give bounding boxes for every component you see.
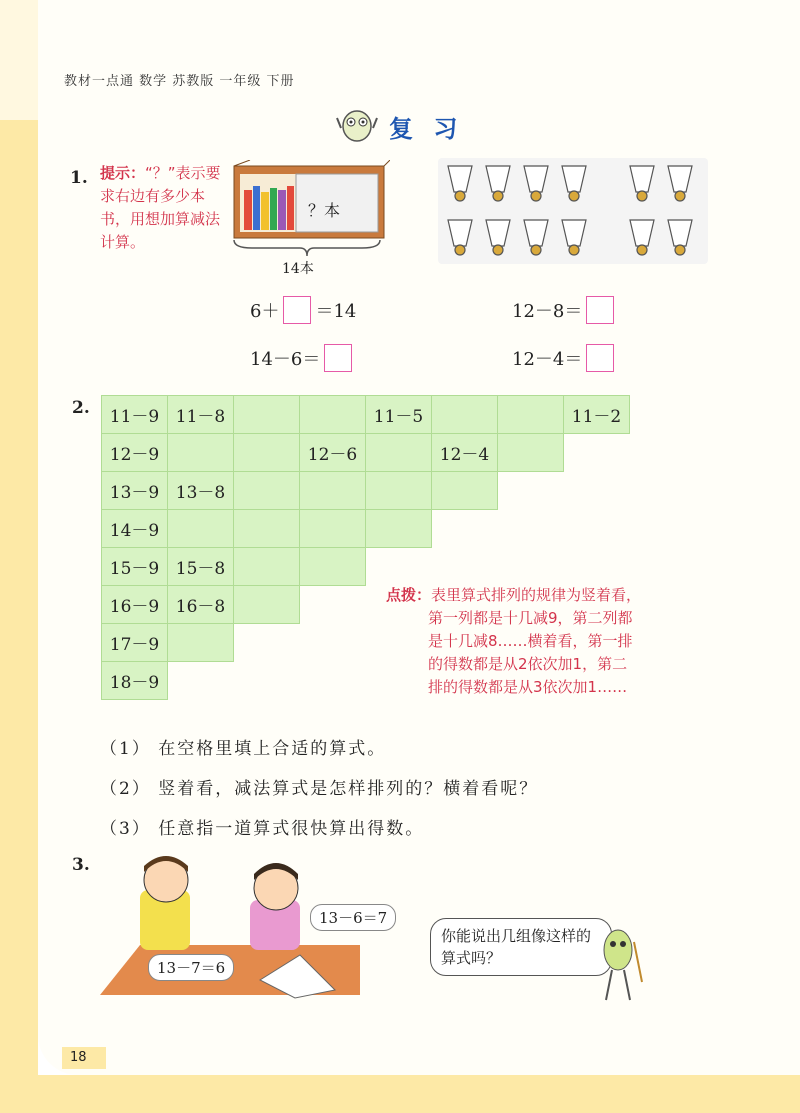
table-empty-cell[interactable] <box>168 510 234 548</box>
table-row <box>102 396 630 434</box>
table-blank-area <box>564 548 630 586</box>
table-cell: 13－8 <box>168 472 234 510</box>
shuttlecock-icon-group <box>438 158 708 264</box>
tip-line: 排的得数都是从3依次加1…… <box>428 678 628 696</box>
boy-speech-bubble: 13－7＝6 <box>148 954 234 981</box>
table-empty-cell[interactable] <box>234 586 300 624</box>
table-cell: 17－9 <box>102 624 168 662</box>
equation-2-text: 14－6＝ <box>250 349 321 370</box>
table-blank-area <box>300 624 366 662</box>
equation-4 <box>512 344 614 372</box>
table-empty-cell[interactable] <box>234 434 300 472</box>
table-blank-area <box>564 510 630 548</box>
answer-box-1[interactable] <box>283 296 311 324</box>
tip-line: 第一列都是十几减9，第二列都 <box>428 609 633 627</box>
table-blank-area <box>432 510 498 548</box>
equation-4-text: 12－4＝ <box>512 349 583 370</box>
table-empty-cell[interactable] <box>234 472 300 510</box>
table-cell: 12－9 <box>102 434 168 472</box>
table-cell: 16－9 <box>102 586 168 624</box>
section-title <box>335 106 463 146</box>
table-empty-cell[interactable] <box>432 396 498 434</box>
table-empty-cell[interactable] <box>168 624 234 662</box>
table-cell: 13－9 <box>102 472 168 510</box>
total-brace <box>232 238 382 258</box>
sub-question-3: （3） 任意指一道算式很快算出得数。 <box>100 819 425 839</box>
left-band <box>0 120 38 1113</box>
tip-line: 表里算式排列的规律为竖着看， <box>431 586 642 604</box>
table-blank-area <box>300 586 366 624</box>
equation-1-right: ＝14 <box>315 301 357 322</box>
table-empty-cell[interactable] <box>300 396 366 434</box>
table-cell: 12－6 <box>300 434 366 472</box>
table-cell: 11－2 <box>564 396 630 434</box>
answer-box-2[interactable] <box>324 344 352 372</box>
hint-label: 提示： <box>100 164 146 182</box>
book-header: 教材一点通 数学 苏教版 一年级 下册 <box>64 74 295 89</box>
table-empty-cell[interactable] <box>366 472 432 510</box>
answer-box-4[interactable] <box>586 344 614 372</box>
mascot-icon <box>335 106 379 146</box>
question-3-number: 3. <box>72 855 90 875</box>
unknown-books-label: ？本 <box>308 201 341 220</box>
table-cell: 11－9 <box>102 396 168 434</box>
shuttlecock-illustration <box>438 158 708 264</box>
table-row <box>102 472 630 510</box>
table-blank-area <box>366 548 432 586</box>
table-empty-cell[interactable] <box>234 510 300 548</box>
equation-3-text: 12－8＝ <box>512 301 583 322</box>
equation-3 <box>512 296 614 324</box>
table-cell: 15－8 <box>168 548 234 586</box>
table-row <box>102 548 630 586</box>
sub-question-2: （2） 竖着看，减法算式是怎样排列的？横着看呢？ <box>100 779 539 799</box>
table-blank-area <box>432 548 498 586</box>
tip-box <box>386 584 698 699</box>
equation-1-left: 6＋ <box>250 301 280 322</box>
table-empty-cell[interactable] <box>498 434 564 472</box>
table-empty-cell[interactable] <box>366 434 432 472</box>
table-cell: 14－9 <box>102 510 168 548</box>
table-empty-cell[interactable] <box>432 472 498 510</box>
table-empty-cell[interactable] <box>300 472 366 510</box>
table-cell: 16－8 <box>168 586 234 624</box>
tip-label: 点拨： <box>386 586 432 604</box>
equation-2 <box>250 344 352 372</box>
table-row <box>102 434 630 472</box>
equation-1 <box>250 296 356 324</box>
table-blank-area <box>234 662 300 700</box>
table-blank-area <box>234 624 300 662</box>
table-empty-cell[interactable] <box>234 548 300 586</box>
question-2-number: 2. <box>72 398 90 418</box>
table-cell: 18－9 <box>102 662 168 700</box>
table-cell: 11－8 <box>168 396 234 434</box>
question-1-number: 1. <box>70 168 88 188</box>
table-blank-area <box>498 510 564 548</box>
girl-speech-bubble: 13－6＝7 <box>310 904 396 931</box>
table-blank-area <box>564 472 630 510</box>
table-cell: 15－9 <box>102 548 168 586</box>
tip-line: 是十几减8……横着看，第一排 <box>428 632 633 650</box>
table-blank-area <box>168 662 234 700</box>
table-empty-cell[interactable] <box>234 396 300 434</box>
table-blank-area <box>498 472 564 510</box>
table-blank-area <box>564 434 630 472</box>
table-blank-area <box>498 548 564 586</box>
table-cell: 11－5 <box>366 396 432 434</box>
mascot-character <box>590 922 646 1008</box>
hint-box <box>100 162 230 254</box>
page-title: 复 习 <box>389 114 464 143</box>
table-empty-cell[interactable] <box>300 510 366 548</box>
table-empty-cell[interactable] <box>366 510 432 548</box>
hint-text: “？”表示要求右边有多少本书，用想加算减法计算。 <box>100 164 221 251</box>
mascot-speech-bubble: 你能说出几组像这样的算式吗？ <box>430 918 612 976</box>
shelf-total-label: 14本 <box>282 261 314 277</box>
sub-question-1: （1） 在空格里填上合适的算式。 <box>100 739 387 759</box>
bottom-band <box>0 1075 800 1113</box>
table-empty-cell[interactable] <box>300 548 366 586</box>
page-number: 18 <box>62 1047 106 1069</box>
table-cell: 12－4 <box>432 434 498 472</box>
tip-line: 的得数都是从2依次加1，第二 <box>428 655 628 673</box>
table-blank-area <box>300 662 366 700</box>
table-row <box>102 510 630 548</box>
answer-box-3[interactable] <box>586 296 614 324</box>
table-empty-cell[interactable] <box>498 396 564 434</box>
table-empty-cell[interactable] <box>168 434 234 472</box>
